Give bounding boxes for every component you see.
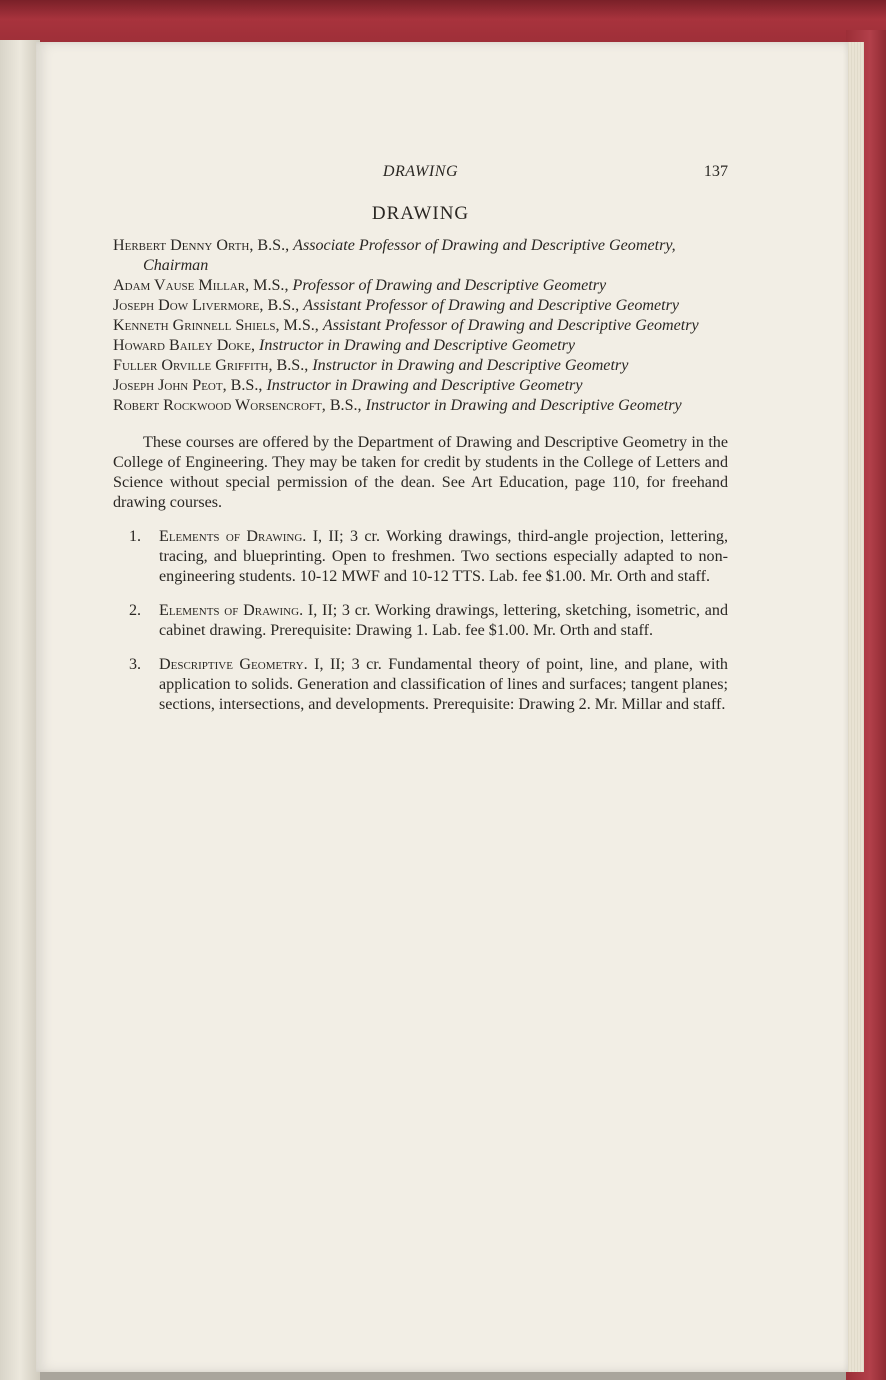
running-head-title: DRAWING — [382, 163, 459, 180]
course-list — [113, 527, 728, 715]
faculty-entry: Fuller Orville Griffith, B.S., Instructor in Drawing and Descriptive Geometry — [113, 357, 629, 374]
course-description: I, II; 3 cr. Working drawings, third-angle projection, lettering, tracing, and blueprinting. Open to freshmen. Two sections especially adapted to non-engineering students. 10-12 MWF and 10-12 TTS. Lab. fee $1.00. Mr. Orth and staff. — [159, 528, 729, 585]
faculty-entry: Herbert Denny Orth, B.S., Associate Professor of Drawing and Descriptive Geometry, Chairman — [113, 237, 676, 274]
faculty-title: Instructor in Drawing and Descriptive Geometry — [259, 337, 576, 354]
page-text — [113, 162, 728, 729]
faculty-degree: B.S., — [329, 397, 362, 414]
faculty-entry: Joseph John Peot, B.S., Instructor in Drawing and Descriptive Geometry — [113, 377, 583, 394]
faculty-name: Joseph Dow Livermore — [113, 297, 260, 314]
faculty-degree: M.S., — [253, 277, 289, 294]
faculty-name: Robert Rockwood Worsencroft — [113, 397, 322, 414]
course-number: 3. — [129, 656, 142, 673]
course-description: I, II; 3 cr. Fundamental theory of point, line, and plane, with application to solids. Generation and classification of lines and surfaces; tangent planes; sections, intersections, and developments. Prerequisite: Drawing 2. Mr. Millar and staff. — [159, 656, 728, 713]
faculty-title: Instructor in Drawing and Descriptive Geometry — [312, 357, 629, 374]
faculty-name: Kenneth Grinnell Shiels — [113, 317, 276, 334]
course-entry — [113, 527, 728, 587]
intro-paragraph: These courses are offered by the Department of Drawing and Descriptive Geometry in the College of Engineering. They may be taken for credit by students in the College of Letters and Science without special permission of the dean. See Art Education, page 110, for freehand drawing courses. — [113, 434, 728, 511]
faculty-name: Adam Vause Millar — [113, 277, 246, 294]
faculty-degree: B.S., — [230, 377, 263, 394]
faculty-title: Instructor in Drawing and Descriptive Geometry — [266, 377, 583, 394]
course-title: Elements of Drawing. — [159, 528, 307, 545]
faculty-title: Assistant Professor of Drawing and Descriptive Geometry — [322, 317, 699, 334]
course-number: 2. — [129, 602, 142, 619]
page-number: 137 — [703, 163, 728, 180]
faculty-name: Herbert Denny Orth — [113, 237, 250, 254]
faculty-list — [113, 236, 728, 416]
faculty-title: Assistant Professor of Drawing and Descriptive Geometry — [303, 297, 680, 314]
faculty-entry: Howard Bailey Doke, Instructor in Drawing and Descriptive Geometry — [113, 337, 576, 354]
course-entry — [113, 601, 728, 641]
course-title: Descriptive Geometry. — [159, 656, 308, 673]
course-body — [159, 601, 728, 641]
faculty-degree: M.S., — [283, 317, 319, 334]
faculty-entry: Adam Vause Millar, M.S., Professor of Drawing and Descriptive Geometry — [113, 277, 607, 294]
faculty-entry: Kenneth Grinnell Shiels, M.S., Assistant Professor of Drawing and Descriptive Geometry — [113, 317, 699, 334]
faculty-name: Howard Bailey Doke — [113, 337, 251, 354]
running-head — [113, 162, 728, 192]
section-title: DRAWING — [371, 203, 470, 224]
book-cover-top — [0, 0, 886, 48]
course-body — [159, 527, 728, 587]
course-entry — [113, 655, 728, 715]
facing-page-edge — [0, 40, 40, 1380]
faculty-name: Joseph John Peot — [113, 377, 223, 394]
faculty-title: Instructor in Drawing and Descriptive Geometry — [365, 397, 682, 414]
faculty-title: Associate Professor of Drawing and Descriptive Geometry, Chairman — [143, 237, 676, 274]
faculty-name: Fuller Orville Griffith — [113, 357, 269, 374]
faculty-entry: Joseph Dow Livermore, B.S., Assistant Professor of Drawing and Descriptive Geometry — [113, 297, 680, 314]
page — [36, 42, 848, 1372]
course-title: Elements of Drawing. — [159, 602, 304, 619]
faculty-degree: B.S., — [257, 237, 290, 254]
faculty-degree: B.S., — [276, 357, 309, 374]
faculty-title: Professor of Drawing and Descriptive Geometry — [292, 277, 607, 294]
faculty-degree: B.S., — [267, 297, 300, 314]
course-body — [159, 655, 728, 715]
faculty-entry: Robert Rockwood Worsencroft, B.S., Instructor in Drawing and Descriptive Geometry — [113, 397, 682, 414]
course-number: 1. — [129, 528, 142, 545]
course-description: I, II; 3 cr. Working drawings, lettering, sketching, isometric, and cabinet drawing. Prerequisite: Drawing 1. Lab. fee $1.00. Mr. Orth and staff. — [159, 602, 728, 639]
